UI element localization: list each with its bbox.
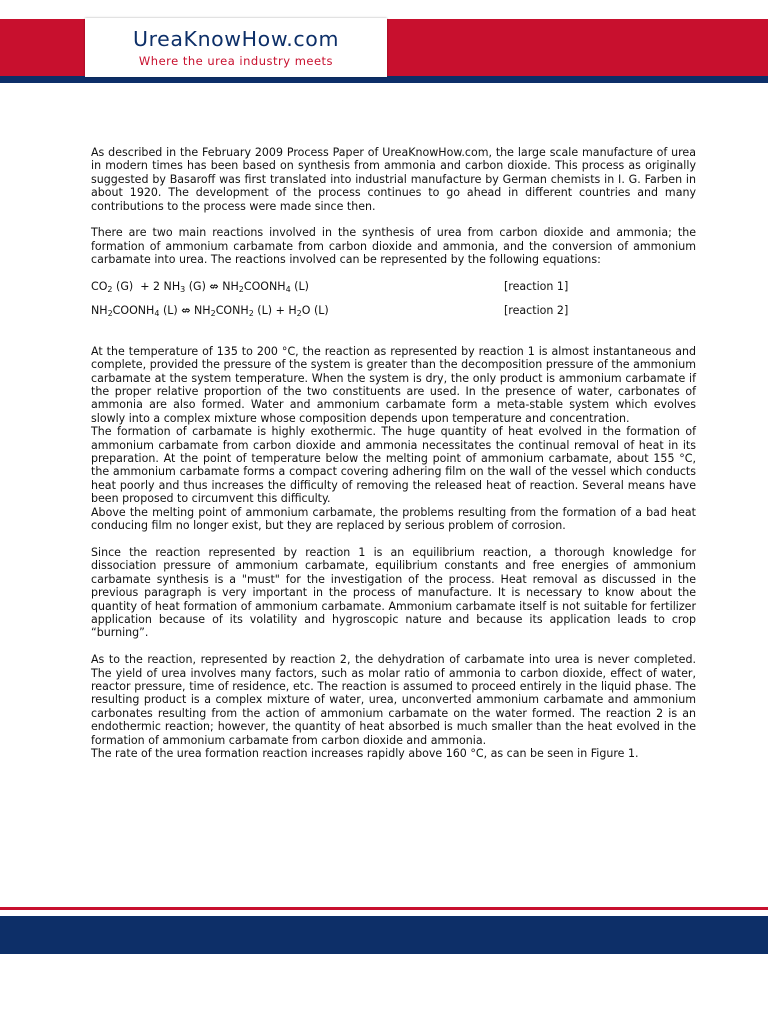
footer-navy-band (0, 916, 768, 954)
equation-reaction-2 (91, 304, 696, 317)
equilibrium-arrow-icon: ⇎ (205, 280, 223, 294)
equation-1-label: [reaction 1] (504, 280, 569, 294)
paragraph-equilibrium: Since the reaction represented by reaction 1 is an equilibrium reaction, a thorough knowledge for dissociation pressure of ammonium carbamate, equilibrium constants and free energies of ammonium carbamate synthesis is a "must" for the investigation of the process. Heat removal as discussed in the previous paragraph is very important in the process of manufacture. It is necessary to know about the quantity of heat formation of ammonium carbamate. Ammonium carbamate itself is not suitable for fertilizer application because of its volatility and hygroscopic nature and because its application leads to crop “burning”. (91, 545, 696, 640)
paragraph-temperature: At the temperature of 135 to 200 °C, the reaction as represented by reaction 1 is almost instantaneous and complete, provided the pressure of the system is greater than the decomposition pressure of the ammonium carbamate at the system temperature. When the system is dry, the only product is ammonium carbamate if the proper relative proportion of the two constituents are used. In the presence of water, carbonates of ammonia are also formed. Water and ammonium carbamate form a meta-stable system which evolves slowly into a complex mixture whose composition depends upon temperature and concentration. (91, 344, 696, 425)
equilibrium-arrow-icon: ⇎ (177, 304, 195, 318)
footer-red-line (0, 907, 768, 910)
equation-2-formula: $NH_2COONH_4$ (L) ⇎ $NH_2CONH_2$ $(L) + H_2O$ (L) (91, 304, 329, 319)
paragraph-rate: The rate of the urea formation reaction increases rapidly above 160 °C, as can be seen in Figure 1. (91, 746, 639, 760)
paragraph-exothermic: The formation of carbamate is highly exothermic. The huge quantity of heat evolved in the formation of ammonium carbamate from carbon dioxide and ammonia necessitates the continual removal of heat in its preparation. At the point of temperature below the melting point of ammonium carbamate, about 155 °C, the ammonium carbamate forms a compact covering adhering film on the wall of the vessel which conducts heat poorly and thus increases the difficulty of removing the released heat of reaction. Several means have been proposed to circumvent this difficulty. (91, 425, 696, 506)
header-navy-strip (0, 76, 768, 83)
paragraph-corrosion: Above the melting point of ammonium carbamate, the problems resulting from the formation of a bad heat conducing film no longer exist, but they are replaced by serious problem of corrosion. (91, 505, 696, 533)
paragraph-intro: As described in the February 2009 Process Paper of UreaKnowHow.com, the large scale manufacture of urea in modern times has been based on synthesis from ammonia and carbon dioxide. This process as originally suggested by Basaroff was first translated into industrial manufacture by German chemists in I. G. Farben in about 1920. The development of the process continues to go ahead in different countries and many contributions to the process were made since then. (91, 146, 696, 213)
paragraph-reactions: There are two main reactions involved in the synthesis of urea from carbon dioxide and ammonia; the formation of ammonium carbamate from carbon dioxide and ammonia, and the conversion of ammonium carbamate into urea. The reactions involved can be represented by the following equations: (91, 226, 696, 267)
site-logo[interactable] (85, 18, 387, 77)
page-header (0, 0, 768, 84)
site-tagline: Where the urea industry meets (138, 54, 334, 68)
paragraph-dehydration: As to the reaction, represented by reaction 2, the dehydration of carbamate into urea is never completed. The yield of urea involves many factors, such as molar ratio of ammonia to carbon dioxide, effect of water, reactor pressure, time of residence, etc. The reaction is assumed to proceed entirely in the liquid phase. The resulting product is a complex mixture of water, urea, unconverted ammonium carbamate and ammonium carbonates resulting from the action of ammonium carbamate on the water formed. The reaction 2 is an endothermic reaction; however, the quantity of heat absorbed is much smaller than the heat evolved in the formation of ammonium carbamate from carbon dioxide and ammonia. (91, 653, 696, 747)
equation-1-formula: $CO_2$ (G) + 2 $NH_3$ (G) ⇎ $NH_2COONH_4$ (L) (91, 280, 309, 295)
equation-2-label: [reaction 2] (504, 304, 569, 318)
site-name: UreaKnowHow.com (132, 27, 340, 51)
equation-reaction-1 (91, 280, 696, 293)
document-body (91, 146, 696, 760)
